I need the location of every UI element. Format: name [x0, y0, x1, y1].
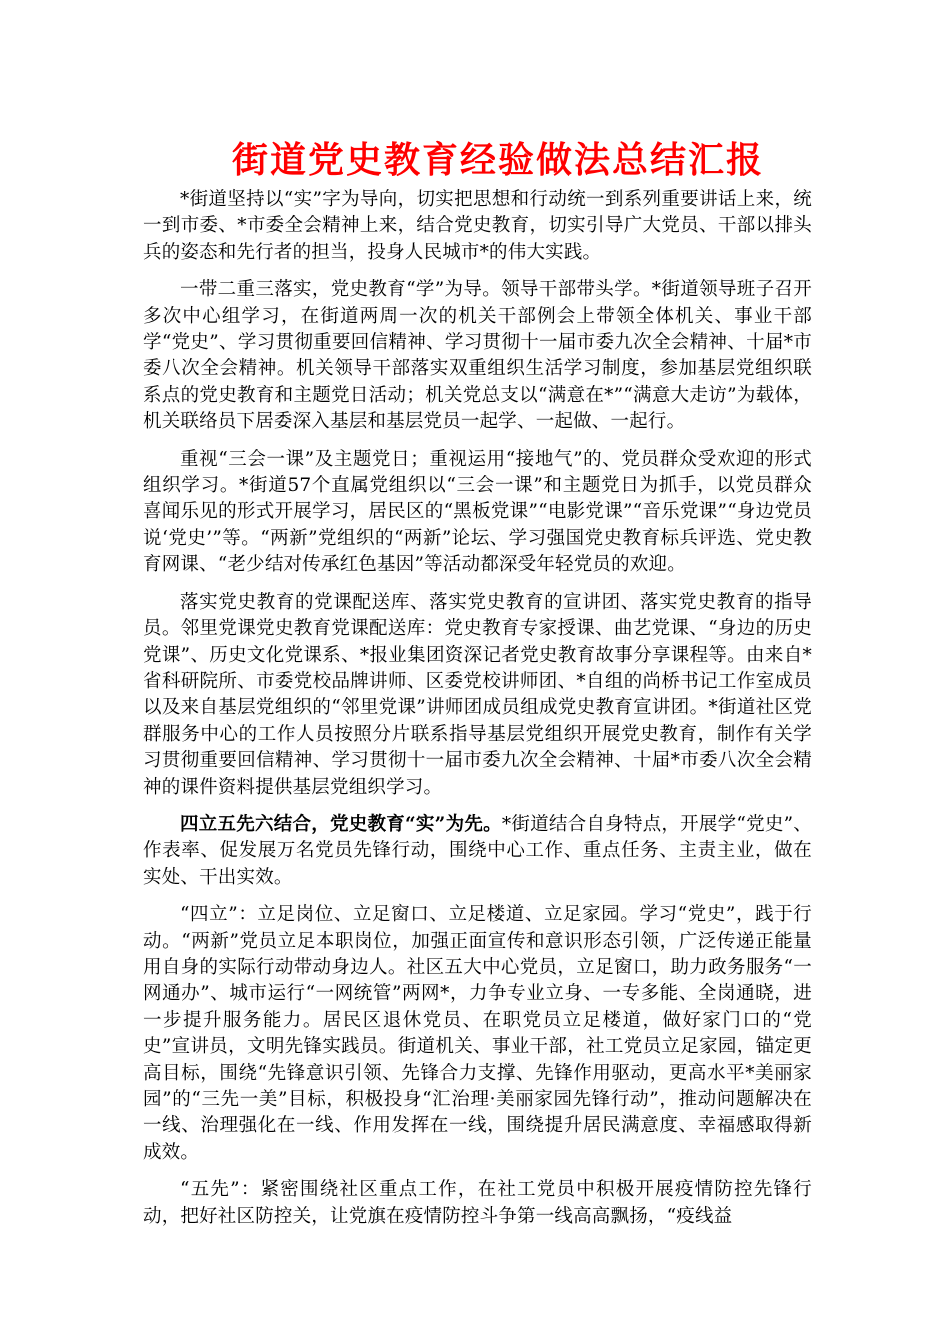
paragraph-four-five-six — [143, 812, 812, 891]
paragraph-text: 重视“三会一课”及主题党日；重视运用“接地气”的、党员群众受欢迎的形式组织学习。*街道57个直属党组织以“三会一课”和主题党日为抓手，以党员群众喜闻乐见的形式开展学习，居民区的“黑板党课”“电影党课”“音乐党课”“身边党员说‘党史’”等。“两新”党组织的“两新”论坛、学习强国党史教育标兵评选、党史教育网课、“老少结对传承红色基因”等活动都深受年轻党员的欢迎。 — [143, 448, 812, 576]
paragraph-lead-heading: 四立五先六结合，党史教育“实”为先。 — [180, 813, 502, 835]
paragraph-lecture-library — [143, 590, 812, 801]
paragraph-text: *街道结合自身特点，开展学“党史”、作表率、促发展万名党员先锋行动，围绕中心工作、重点任务、主责主业，做在实处、干出实效。 — [143, 813, 812, 888]
paragraph-study-lead — [143, 277, 812, 435]
paragraph-five-firsts — [143, 1177, 812, 1230]
paragraph-text: 一带二重三落实，党史教育“学”为导。领导干部带头学。*街道领导班子召开多次中心组学习，在街道两周一次的机关干部例会上带领全体机关、事业干部学“党史”、学习贯彻重要回信精神、学习贯彻十一届市委九次全会精神、十届*市委八次全会精神。机关领导干部落实双重组织生活学习制度，参加基层党组织联系点的党史教育和主题党日活动；机关党总支以“满意在*”“满意大走访”为载体，机关联络员下居委深入基层和基层党员一起学、一起做、一起行。 — [143, 279, 812, 433]
paragraph-text: 落实党史教育的党课配送库、落实党史教育的宣讲团、落实党史教育的指导员。邻里党课党史教育党课配送库：党史教育专家授课、曲艺党课、“身边的历史党课”、历史文化党课系、*报业集团资深记者党史教育故事分享课程等。由来自*省科研院所、市委党校品牌讲师、区委党校讲师团、*自组的尚桥书记工作室成员以及来自基层党组织的“邻里党课”讲师团成员组成党史教育宣讲团。*街道社区党群服务中心的工作人员按照分片联系指导基层党组织开展党史教育，制作有关学习贯彻重要回信精神、学习贯彻十一届市委九次全会精神、十届*市委八次全会精神的课件资料提供基层党组织学习。 — [143, 591, 812, 798]
document-title: 街道党史教育经验做法总结汇报 — [231, 139, 764, 181]
paragraph-text: *街道坚持以“实”字为导向，切实把思想和行动统一到系列重要讲话上来，统一到市委、*市委全会精神上来，结合党史教育，切实引导广大党员、干部以排头兵的姿态和先行者的担当，投身人民城市*的伟大实践。 — [143, 189, 812, 263]
paragraph-text: “四立”：立足岗位、立足窗口、立足楼道、立足家园。学习“党史”，践于行动。“两新”党员立足本职岗位，加强正面宣传和意识形态引领，广泛传递正能量用自身的实际行动带动身边人。社区五大中心党员，立足窗口，助力政务服务“一网通办”、城市运行“一网统管”两网*，力争专业立身、一专多能、全岗通晓，进一步提升服务能力。居民区退休党员、在职党员立足楼道，做好家门口的“党史”宣讲员，文明先锋实践员。街道机关、事业干部，社工党员立足家园，锚定更高目标，围绕“先锋意识引领、先锋合力支撑、先锋作用驱动，更高水平*美丽家园”的“三先一美”目标，积极投身“汇治理·美丽家园先锋行动”，推动问题解决在一线、治理强化在一线、作用发挥在一线，围绕提升居民满意度、幸福感取得新成效。 — [143, 904, 812, 1163]
paragraph-four-stands — [143, 902, 812, 1166]
paragraph-text: “五先”：紧密围绕社区重点工作，在社工党员中积极开展疫情防控先锋行动，把好社区防控关，让党旗在疫情防控斗争第一线高高飘扬，“疫线益 — [143, 1179, 812, 1227]
paragraph-three-meetings — [143, 447, 812, 579]
document-body — [143, 187, 812, 1241]
paragraph-intro — [143, 187, 812, 266]
